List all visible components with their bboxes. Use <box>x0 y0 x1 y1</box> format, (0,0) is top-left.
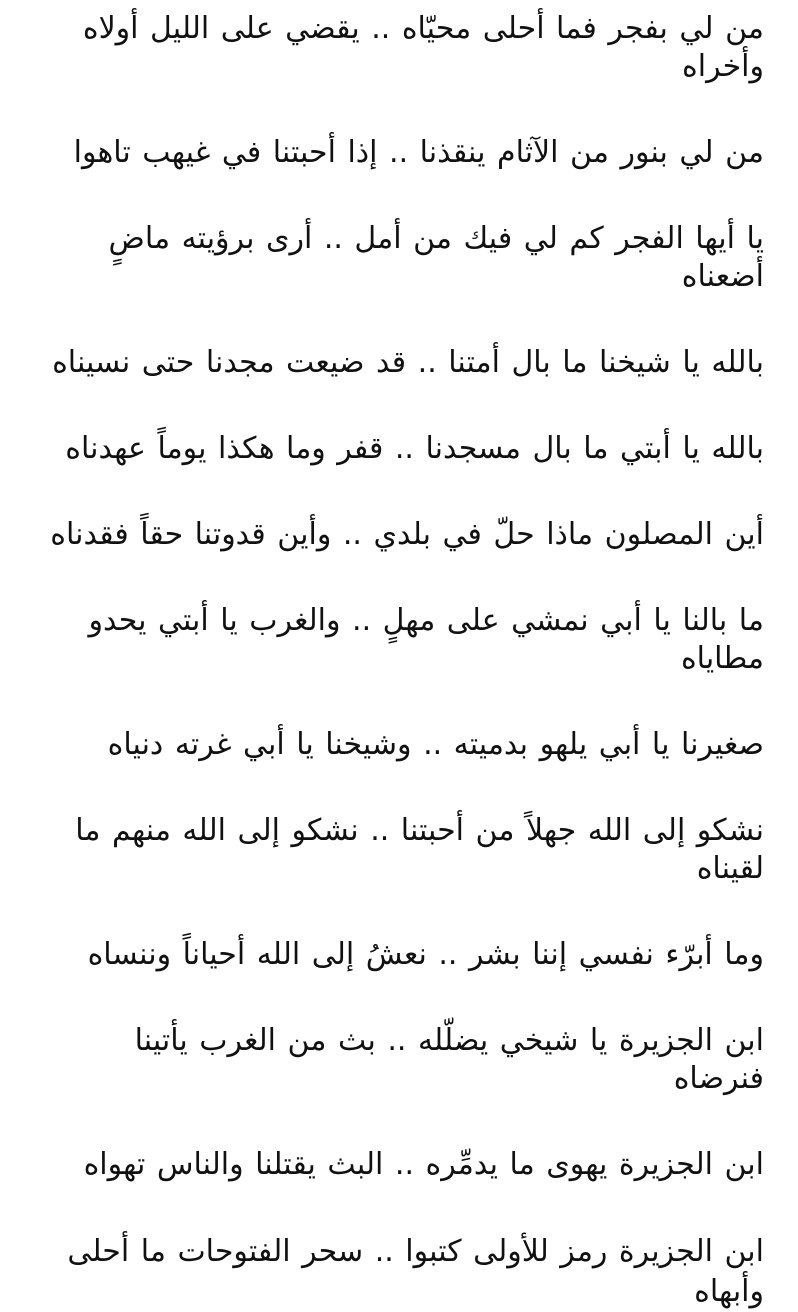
poem-line-12: ابن الجزيرة يهوى ما يدمِّره .. البث يقتلنا والناس تهواه <box>83 1147 764 1182</box>
poem-line-1: من لي بفجر فما أحلى محيّاه .. يقضي على الليل أولاه وأخراه <box>82 11 764 84</box>
poem-line-11: ابن الجزيرة يا شيخي يضلّله .. بث من الغرب يأتينا فنرضاه <box>134 1023 764 1096</box>
poem-line-6: أين المصلون ماذا حلّ في بلدي .. وأين قدوتنا حقاً فقدناه <box>50 517 764 552</box>
poem-line-5: بالله يا أبتي ما بال مسجدنا .. قفر وما هكذا يوماً عهدناه <box>65 431 764 466</box>
poem-line-7: ما بالنا يا أبي نمشي على مهلٍ .. والغرب يا أبتي يحدو مطاياه <box>88 603 764 676</box>
poem-line-2: من لي بنور من الآثام ينقذنا .. إذا أحبتنا في غيهب تاهوا <box>73 135 764 170</box>
poem-line-4: بالله يا شيخنا ما بال أمتنا .. قد ضيعت مجدنا حتى نسيناه <box>52 345 764 380</box>
poem-line-10: وما أبرّء نفسي إننا بشر .. نعشُ إلى الله أحياناً وننساه <box>87 937 764 972</box>
poem-line-9: نشكو إلى الله جهلاً من أحبتنا .. نشكو إلى الله منهم ما لقيناه <box>75 813 764 886</box>
poem-line-13: ابن الجزيرة رمز للأولى كتبوا .. سحر الفتوحات ما أحلى وأبهاه <box>67 1234 764 1309</box>
poem-line-3: يا أيها الفجر كم لي فيك من أمل .. أرى برؤيته ماضٍ أضعناه <box>108 221 764 294</box>
poem-line-8: صغيرنا يا أبي يلهو بدميته .. وشيخنا يا أبي غرته دنياه <box>107 727 764 762</box>
